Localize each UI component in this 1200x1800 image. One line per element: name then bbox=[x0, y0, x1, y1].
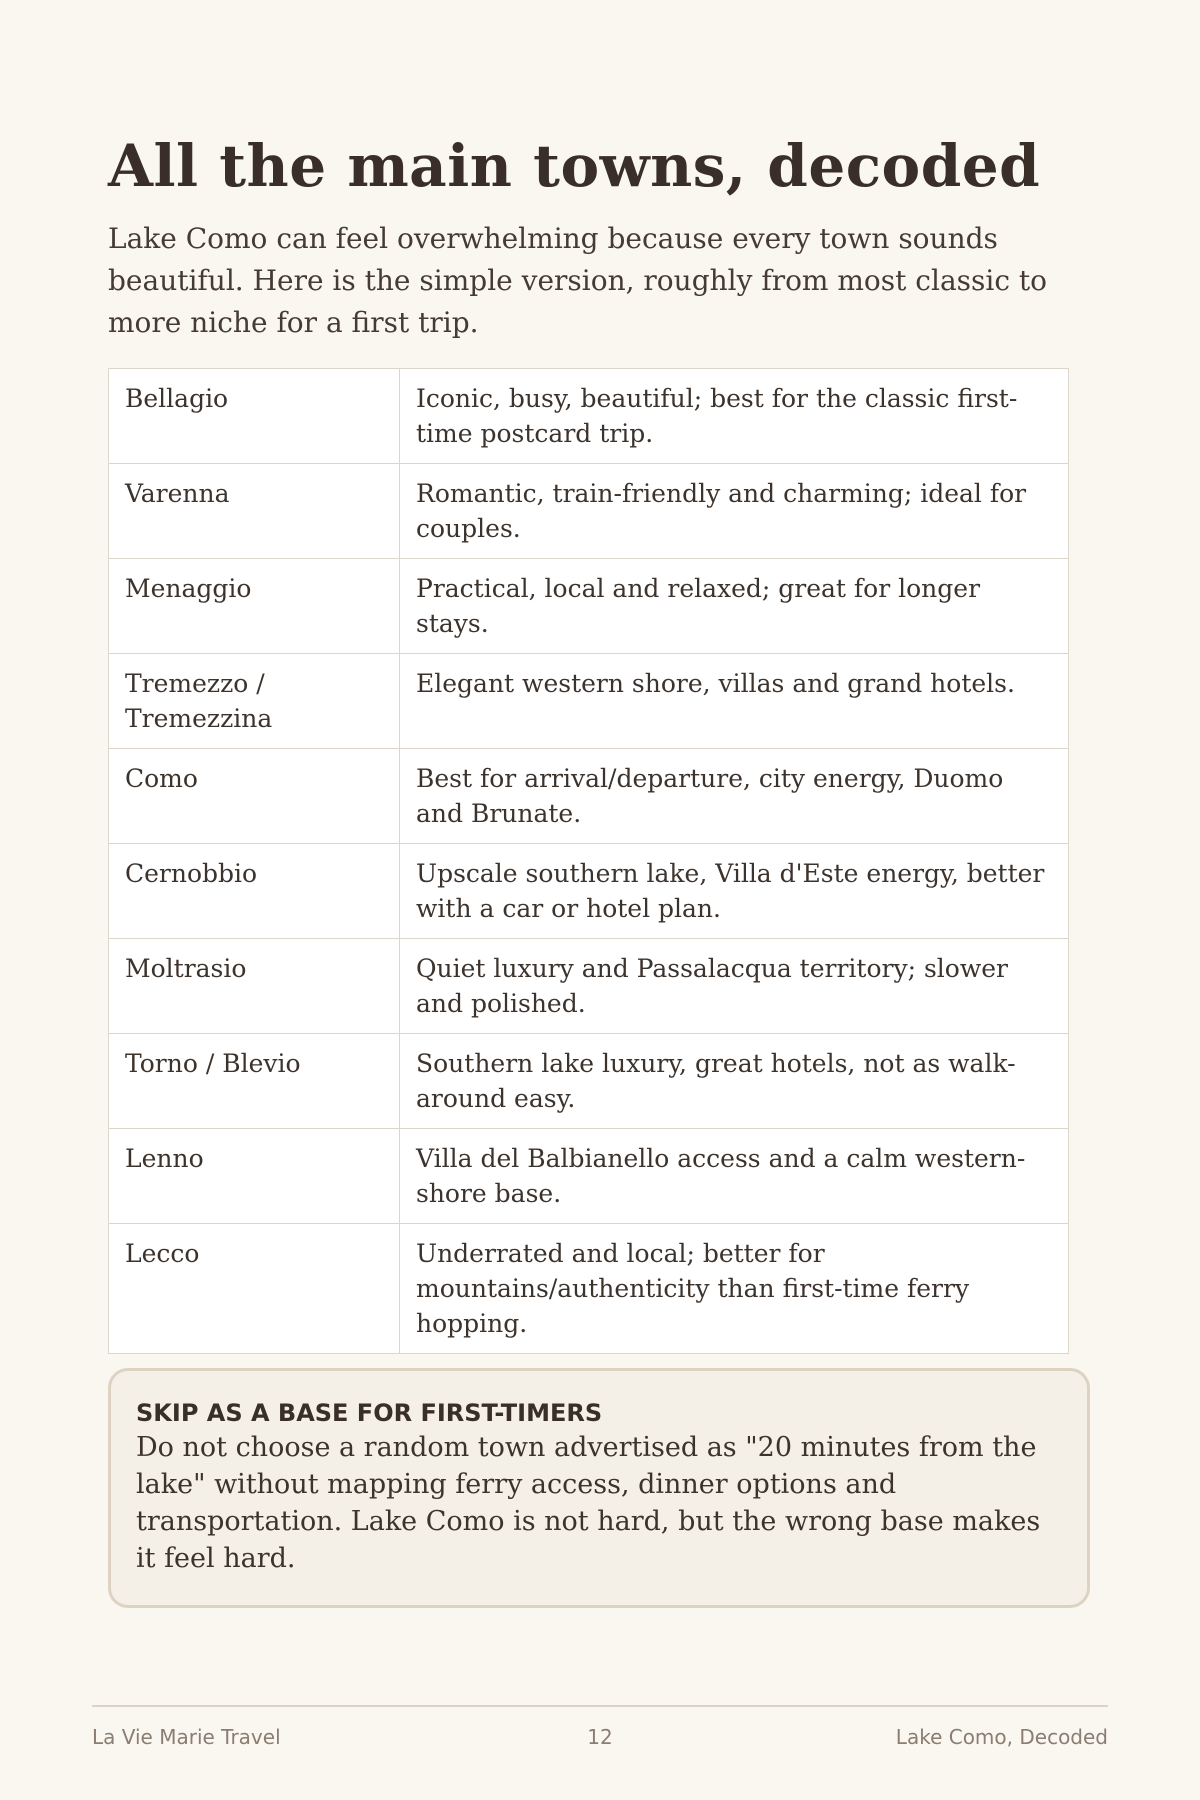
town-description: Best for arrival/departure, city energy, Duomo and Brunate. bbox=[400, 749, 1069, 844]
town-name: Como bbox=[109, 749, 400, 844]
town-description: Iconic, busy, beautiful; best for the classic first-time postcard trip. bbox=[400, 369, 1069, 464]
table-row bbox=[109, 559, 1069, 654]
table-row bbox=[109, 1224, 1069, 1354]
town-description: Underrated and local; better for mountains/authenticity than first-time ferry hopping. bbox=[400, 1224, 1069, 1354]
table-row bbox=[109, 464, 1069, 559]
skip-callout-box bbox=[108, 1368, 1090, 1608]
town-name: Lenno bbox=[109, 1129, 400, 1224]
town-name: Menaggio bbox=[109, 559, 400, 654]
callout-title: SKIP AS A BASE FOR FIRST-TIMERS bbox=[136, 1399, 603, 1427]
town-description: Elegant western shore, villas and grand hotels. bbox=[400, 654, 1069, 749]
town-description: Quiet luxury and Passalacqua territory; slower and polished. bbox=[400, 939, 1069, 1034]
page-number: 12 bbox=[587, 1725, 613, 1749]
table-row bbox=[109, 369, 1069, 464]
town-name: Cernobbio bbox=[109, 844, 400, 939]
town-description: Southern lake luxury, great hotels, not as walk-around easy. bbox=[400, 1034, 1069, 1129]
town-name: Moltrasio bbox=[109, 939, 400, 1034]
town-name: Lecco bbox=[109, 1224, 400, 1354]
table-row bbox=[109, 749, 1069, 844]
table-row bbox=[109, 939, 1069, 1034]
intro-paragraph: Lake Como can feel overwhelming because every town sounds beautiful. Here is the simple version, roughly from most classic to more niche for a first trip. bbox=[108, 222, 1048, 339]
towns-table bbox=[108, 368, 1069, 1354]
page-content bbox=[108, 130, 1069, 1354]
town-description: Practical, local and relaxed; great for longer stays. bbox=[400, 559, 1069, 654]
town-description: Villa del Balbianello access and a calm western-shore base. bbox=[400, 1129, 1069, 1224]
town-name: Bellagio bbox=[109, 369, 400, 464]
town-description: Upscale southern lake, Villa d'Este energy, better with a car or hotel plan. bbox=[400, 844, 1069, 939]
town-name: Varenna bbox=[109, 464, 400, 559]
town-name: Torno / Blevio bbox=[109, 1034, 400, 1129]
footer-publisher: La Vie Marie Travel bbox=[92, 1725, 281, 1749]
footer-divider bbox=[92, 1705, 1108, 1707]
table-row bbox=[109, 1034, 1069, 1129]
town-name: Tremezzo / Tremezzina bbox=[109, 654, 400, 749]
callout-body: Do not choose a random town advertised as "20 minutes from the lake" without mapping ferry access, dinner options and transportation. Lake Como is not hard, but the wrong base makes it feel hard. bbox=[136, 1432, 1041, 1574]
table-row bbox=[109, 1129, 1069, 1224]
town-description: Romantic, train-friendly and charming; ideal for couples. bbox=[400, 464, 1069, 559]
page-footer bbox=[92, 1722, 1108, 1752]
table-row bbox=[109, 844, 1069, 939]
table-row bbox=[109, 654, 1069, 749]
footer-guide-title: Lake Como, Decoded bbox=[895, 1725, 1108, 1749]
page-title: All the main towns, decoded bbox=[108, 132, 1041, 200]
